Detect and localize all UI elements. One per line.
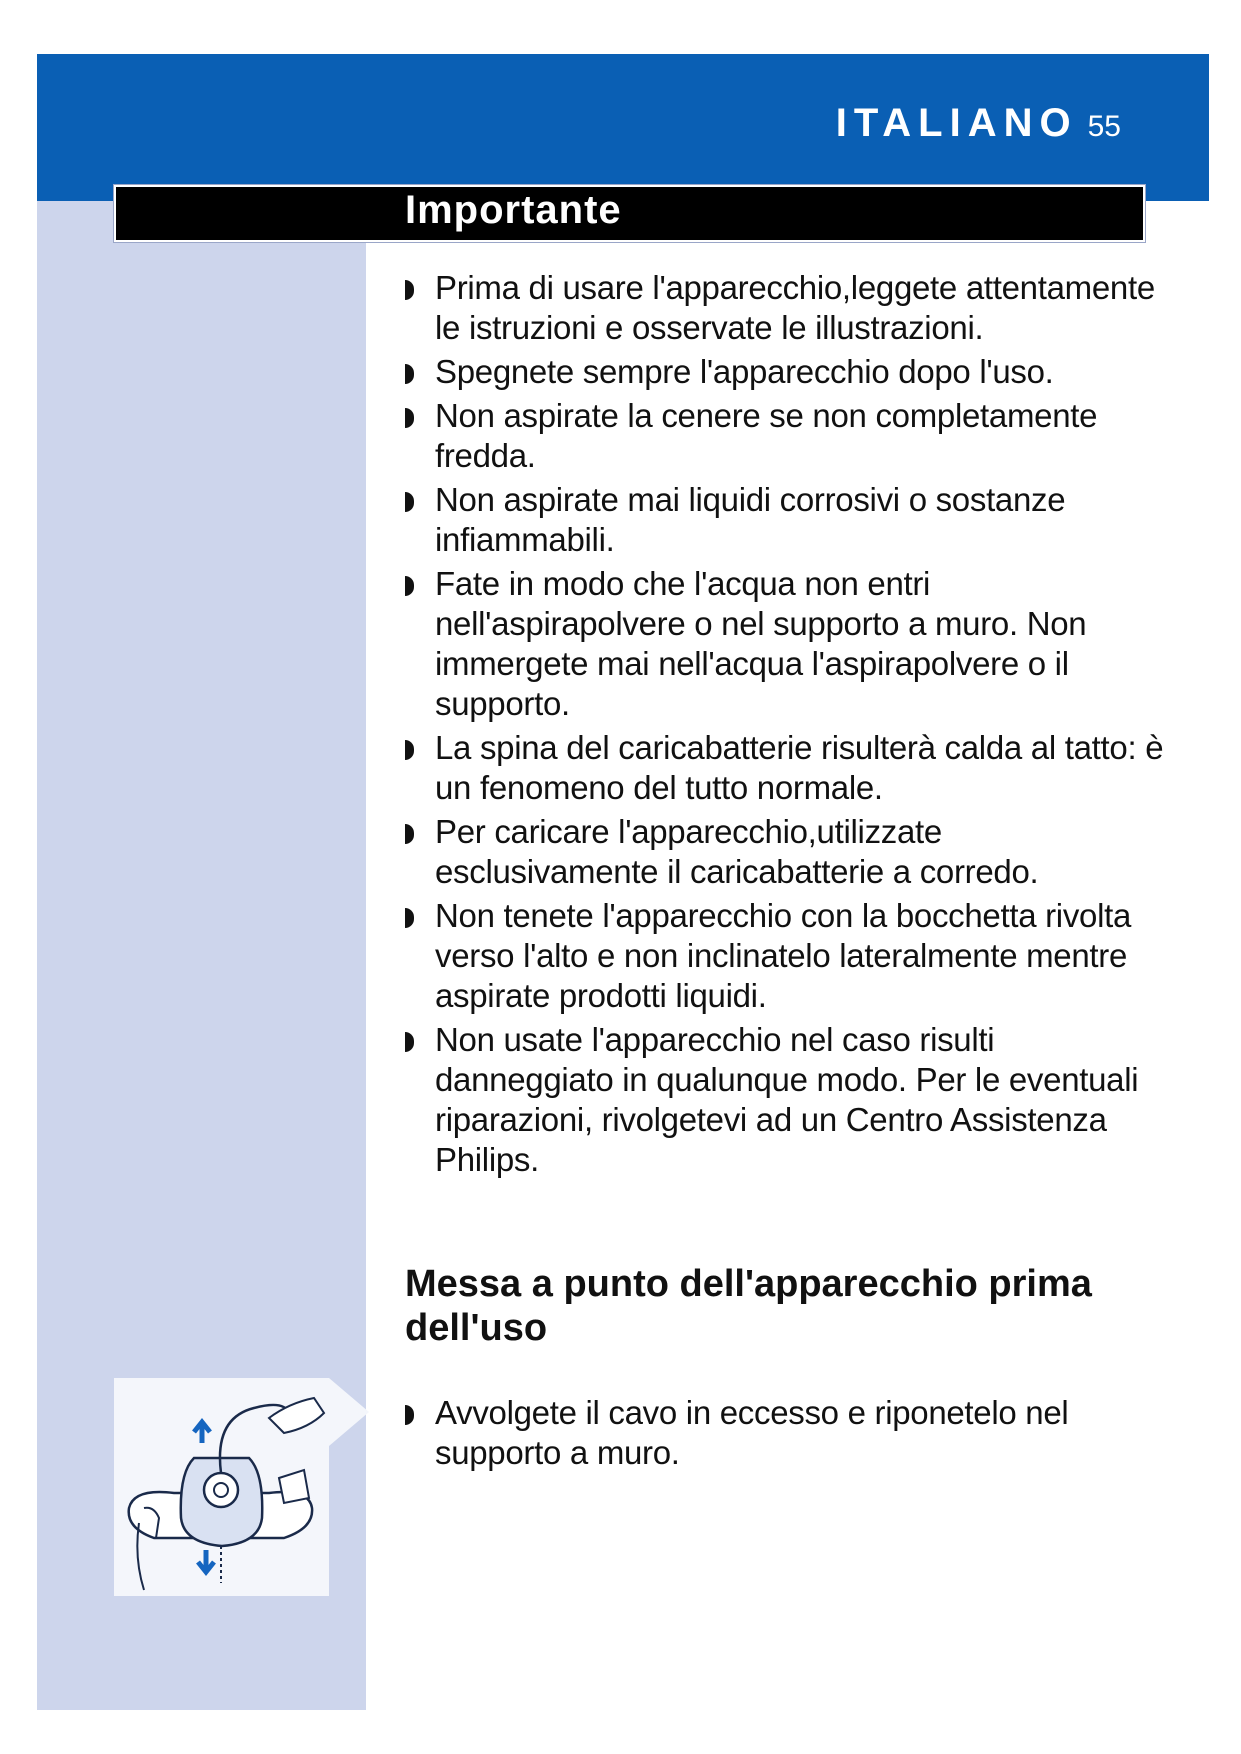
bullet-icon <box>405 1405 414 1425</box>
list-item: La spina del caricabatterie risulterà calda al tatto: è un fenomeno del tutto normale. <box>405 728 1165 808</box>
bullet-icon <box>405 492 414 512</box>
wall-holder-illustration <box>114 1378 329 1596</box>
bullet-icon <box>405 908 414 928</box>
bullet-icon <box>405 1032 414 1052</box>
setup-list <box>405 1393 1165 1477</box>
important-list <box>405 268 1165 1184</box>
page-number: 55 <box>1087 110 1121 143</box>
page-header <box>836 101 1121 146</box>
list-item: Non tenete l'apparecchio con la bocchetta rivolta verso l'alto e non inclinatelo lateralmente mentre aspirate prodotti liquidi. <box>405 896 1165 1016</box>
section-title: Importante <box>405 188 622 232</box>
list-item: Avvolgete il cavo in eccesso e riponetelo nel supporto a muro. <box>405 1393 1165 1473</box>
list-item: Non usate l'apparecchio nel caso risulti danneggiato in qualunque modo. Per le eventuali riparazioni, rivolgetevi ad un Centro Assistenza Philips. <box>405 1020 1165 1180</box>
language-label: ITALIANO <box>835 101 1078 145</box>
list-item: Per caricare l'apparecchio,utilizzate esclusivamente il caricabatterie a corredo. <box>405 812 1165 892</box>
bullet-icon <box>405 824 414 844</box>
cord-wrap-illustration-icon <box>114 1378 329 1596</box>
list-item: Non aspirate mai liquidi corrosivi o sostanze infiammabili. <box>405 480 1165 560</box>
illustration-pointer <box>329 1378 369 1446</box>
bullet-icon <box>405 740 414 760</box>
bullet-icon <box>405 408 414 428</box>
list-item: Spegnete sempre l'apparecchio dopo l'uso. <box>405 352 1165 392</box>
list-item: Non aspirate la cenere se non completamente fredda. <box>405 396 1165 476</box>
list-item: Fate in modo che l'acqua non entri nell'aspirapolvere o nel supporto a muro. Non immergete mai nell'acqua l'aspirapolvere o il supporto. <box>405 564 1165 724</box>
bullet-icon <box>405 576 414 596</box>
section-title-bar <box>114 185 1145 242</box>
bullet-icon <box>405 364 414 384</box>
setup-heading: Messa a punto dell'apparecchio prima dell'uso <box>405 1263 1092 1349</box>
list-item: Prima di usare l'apparecchio,leggete attentamente le istruzioni e osservate le illustrazioni. <box>405 268 1165 348</box>
bullet-icon <box>405 280 414 300</box>
